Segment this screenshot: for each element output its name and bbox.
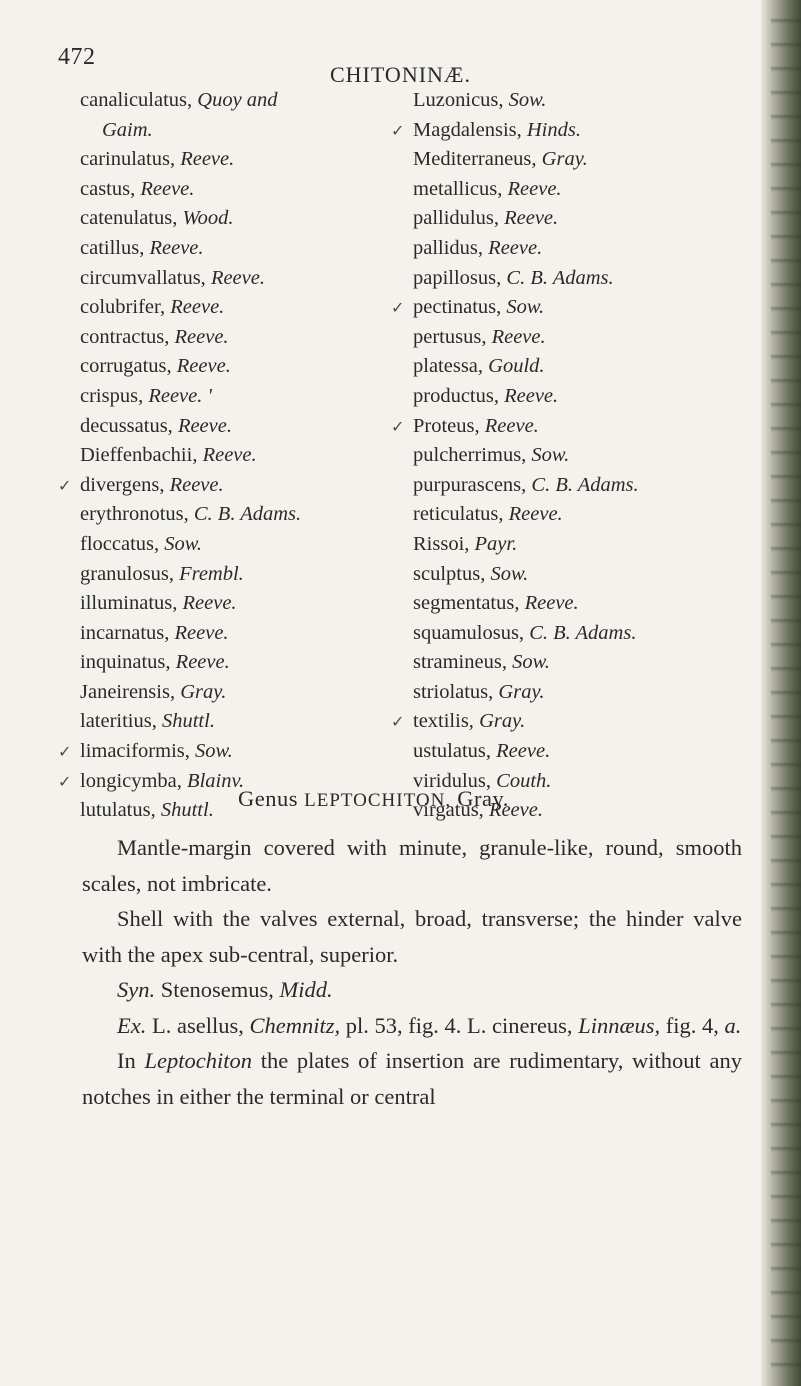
list-item (80, 560, 390, 590)
species-author: Reeve. (180, 148, 235, 171)
species-name: squamulosus, (413, 621, 525, 644)
species-name: pallidulus, (413, 207, 499, 230)
species-name: lutulatus, (80, 799, 156, 822)
species-author: Blainv. (187, 769, 245, 792)
tick-mark-icon: ✓ (391, 416, 405, 436)
list-item (80, 589, 390, 619)
species-name: illuminatus, (80, 592, 178, 615)
species-list-right (391, 86, 743, 826)
species-name: pertusus, (413, 325, 487, 348)
species-author: Sow. (508, 89, 547, 111)
species-author: Reeve. (488, 799, 543, 822)
species-author: Reeve. (507, 177, 562, 200)
tick-mark-icon: ✓ (58, 475, 72, 495)
list-item (413, 264, 743, 294)
species-author: Sow. (531, 444, 570, 467)
species-author: Gray. (541, 148, 588, 171)
ex-ref-a: pl. 53, fig. 4. L. cinereus, (345, 1012, 573, 1038)
list-item (80, 707, 390, 737)
running-title: CHITONINÆ. (330, 62, 471, 87)
species-name: corrugatus, (80, 355, 172, 378)
species-author: Sow. (512, 651, 550, 674)
p5-text: the plates of insertion are rudimentary, without any notches in either the terminal or central (82, 1048, 742, 1109)
list-item (80, 323, 390, 353)
ex-author-a: Chemnitz, (249, 1012, 341, 1038)
species-name: erythronotus, (80, 503, 189, 526)
tick-mark-icon: ✓ (391, 120, 405, 140)
species-author: Reeve. (484, 414, 539, 437)
species-name: purpurascens, (413, 473, 527, 496)
species-author: Shuttl. (161, 710, 215, 733)
list-item (391, 116, 743, 146)
book-page-edge (761, 0, 801, 1386)
list-item (391, 707, 743, 737)
species-author: Sow. (506, 296, 545, 319)
species-author: Reeve. (508, 503, 563, 526)
species-name: limaciformis, (80, 740, 190, 763)
species-author: Gray. (498, 680, 545, 703)
species-list-left (58, 86, 390, 826)
genus-name: LEPTOCHITON, (304, 790, 452, 811)
species-name: canaliculatus, (80, 89, 193, 111)
list-item (80, 145, 390, 175)
ex-ref-b: fig. 4, (665, 1012, 719, 1038)
species-name: ustulatus, (413, 740, 492, 763)
species-author: Reeve. (491, 325, 546, 348)
list-item (413, 589, 743, 619)
genus-heading (238, 786, 509, 812)
species-author: Gould. (488, 355, 545, 378)
species-author: Reeve. (504, 384, 559, 407)
species-name: viridulus, (413, 769, 492, 792)
tick-mark-icon: ✓ (391, 712, 405, 732)
list-item (413, 678, 743, 708)
species-author: Quoy and (197, 89, 278, 111)
list-item (413, 441, 743, 471)
species-name: lateritius, (80, 710, 157, 733)
species-name: Janeirensis, (80, 680, 176, 703)
list-item (391, 412, 743, 442)
paragraph-synonym (82, 972, 742, 1008)
species-author: Reeve. (182, 592, 237, 615)
list-item (413, 145, 743, 175)
species-name: productus, (413, 384, 499, 407)
list-item (80, 382, 390, 412)
paragraph-insertion-plates (82, 1043, 742, 1114)
species-name: papillosus, (413, 266, 502, 289)
page-number: 472 (58, 44, 96, 70)
species-author: Reeve. ' (148, 384, 212, 407)
p5-genus: Leptochiton (144, 1048, 252, 1073)
species-name: granulosus, (80, 562, 174, 585)
species-name: Rissoi, (413, 532, 470, 555)
list-item (80, 293, 390, 323)
p5-lead: In (117, 1048, 136, 1073)
species-author: Sow. (164, 532, 203, 555)
list-item (80, 412, 390, 442)
list-item (80, 500, 390, 530)
species-name: platessa, (413, 355, 484, 378)
species-author: Couth. (496, 769, 552, 792)
species-name: virgatus, (413, 799, 484, 822)
species-name: inquinatus, (80, 651, 171, 674)
list-item (80, 678, 390, 708)
species-name: Dieffenbachii, (80, 444, 198, 467)
species-name: carinulatus, (80, 148, 176, 171)
species-author: Payr. (474, 532, 518, 555)
syn-name: Stenosemus, (160, 977, 274, 1002)
list-item (80, 264, 390, 294)
ex-species-a: L. asellus, (151, 1012, 244, 1038)
list-item (413, 323, 743, 353)
species-name: pectinatus, (413, 296, 502, 319)
list-item (413, 471, 743, 501)
list-item (413, 86, 743, 116)
species-name: Magdalensis, (413, 118, 522, 141)
list-item (80, 530, 390, 560)
species-author: Sow. (195, 740, 233, 763)
species-name: longicymba, (80, 769, 182, 792)
species-author: C. B. Adams. (193, 503, 302, 526)
species-author: Wood. (182, 207, 234, 230)
species-name: pulcherrimus, (413, 444, 527, 467)
species-name: circumvallatus, (80, 266, 206, 289)
species-author: Reeve. (170, 296, 225, 319)
species-author: Shuttl. (160, 799, 214, 822)
species-author: Reeve. (169, 473, 224, 496)
species-author: Reeve. (496, 740, 551, 763)
list-item (80, 352, 390, 382)
species-name: stramineus, (413, 651, 507, 674)
list-item (58, 471, 390, 501)
species-name: incarnatus, (80, 621, 170, 644)
species-name: Luzonicus, (413, 89, 504, 111)
species-author: C. B. Adams. (506, 266, 614, 289)
species-name: contractus, (80, 325, 170, 348)
syn-label: Syn. (117, 977, 156, 1002)
list-item (80, 441, 390, 471)
species-name: textilis, (413, 710, 474, 733)
ex-label: Ex. (117, 1012, 147, 1038)
list-item (80, 204, 390, 234)
species-name: floccatus, (80, 532, 160, 555)
species-name: segmentatus, (413, 592, 520, 615)
species-name: metallicus, (413, 177, 503, 200)
list-item (413, 500, 743, 530)
genus-author: Gray. (457, 786, 509, 811)
species-author: Reeve. (202, 444, 257, 467)
species-name: castus, (80, 177, 136, 200)
species-name: decussatus, (80, 414, 173, 437)
species-author: Frembl. (179, 562, 244, 585)
tick-mark-icon: ✓ (391, 298, 405, 318)
species-author: Reeve. (174, 621, 229, 644)
species-author: Reeve. (140, 177, 195, 200)
species-name: colubrifer, (80, 296, 166, 319)
paragraph-mantle: Mantle-margin covered with minute, granule-like, round, smooth scales, not imbricate. (82, 835, 742, 896)
list-item (413, 175, 743, 205)
species-author-cont: Gaim. (102, 118, 153, 141)
list-item (413, 204, 743, 234)
paragraph-examples (82, 1008, 742, 1044)
species-name: sculptus, (413, 562, 486, 585)
list-item (413, 352, 743, 382)
list-item (413, 619, 743, 649)
species-name: catenulatus, (80, 207, 178, 230)
tick-mark-icon: ✓ (58, 742, 72, 762)
species-author: Hinds. (526, 118, 581, 141)
list-item (58, 737, 390, 767)
species-author: Reeve. (176, 355, 231, 378)
species-author: C. B. Adams. (531, 473, 639, 496)
list-item (80, 619, 390, 649)
list-item (413, 737, 743, 767)
genus-prefix: Genus (238, 786, 298, 811)
list-item (413, 648, 743, 678)
species-name: striolatus, (413, 680, 494, 703)
species-author: Reeve. (175, 651, 230, 674)
ex-author-b: Linnæus, (578, 1012, 661, 1038)
species-author: Reeve. (524, 592, 579, 615)
species-author: Reeve. (149, 236, 204, 259)
species-name: divergens, (80, 473, 165, 496)
paragraph-shell: Shell with the valves external, broad, transverse; the hinder valve with the apex sub-central, superior. (82, 906, 742, 967)
species-author: Sow. (490, 562, 529, 585)
species-name: crispus, (80, 384, 144, 407)
species-author: C. B. Adams. (529, 621, 637, 644)
list-item (80, 86, 390, 145)
list-item (80, 648, 390, 678)
genus-description (82, 830, 742, 1114)
list-item (413, 382, 743, 412)
species-name: reticulatus, (413, 503, 504, 526)
species-name: pallidus, (413, 236, 484, 259)
species-name: catillus, (80, 236, 145, 259)
list-item (80, 234, 390, 264)
tick-mark-icon: ✓ (58, 771, 72, 791)
list-item (413, 560, 743, 590)
species-author: Gray. (180, 680, 227, 703)
list-item (80, 175, 390, 205)
species-author: Reeve. (210, 266, 265, 289)
list-item (391, 293, 743, 323)
species-author: Reeve. (488, 236, 543, 259)
syn-author: Midd. (279, 977, 333, 1002)
species-name: Proteus, (413, 414, 480, 437)
species-name: Mediterraneus, (413, 148, 537, 171)
list-item (413, 530, 743, 560)
species-author: Reeve. (174, 325, 229, 348)
species-author: Reeve. (177, 414, 232, 437)
species-author: Gray. (479, 710, 526, 733)
species-author: Reeve. (504, 207, 559, 230)
list-item (413, 234, 743, 264)
ex-ref-b-sub: a. (724, 1012, 742, 1038)
